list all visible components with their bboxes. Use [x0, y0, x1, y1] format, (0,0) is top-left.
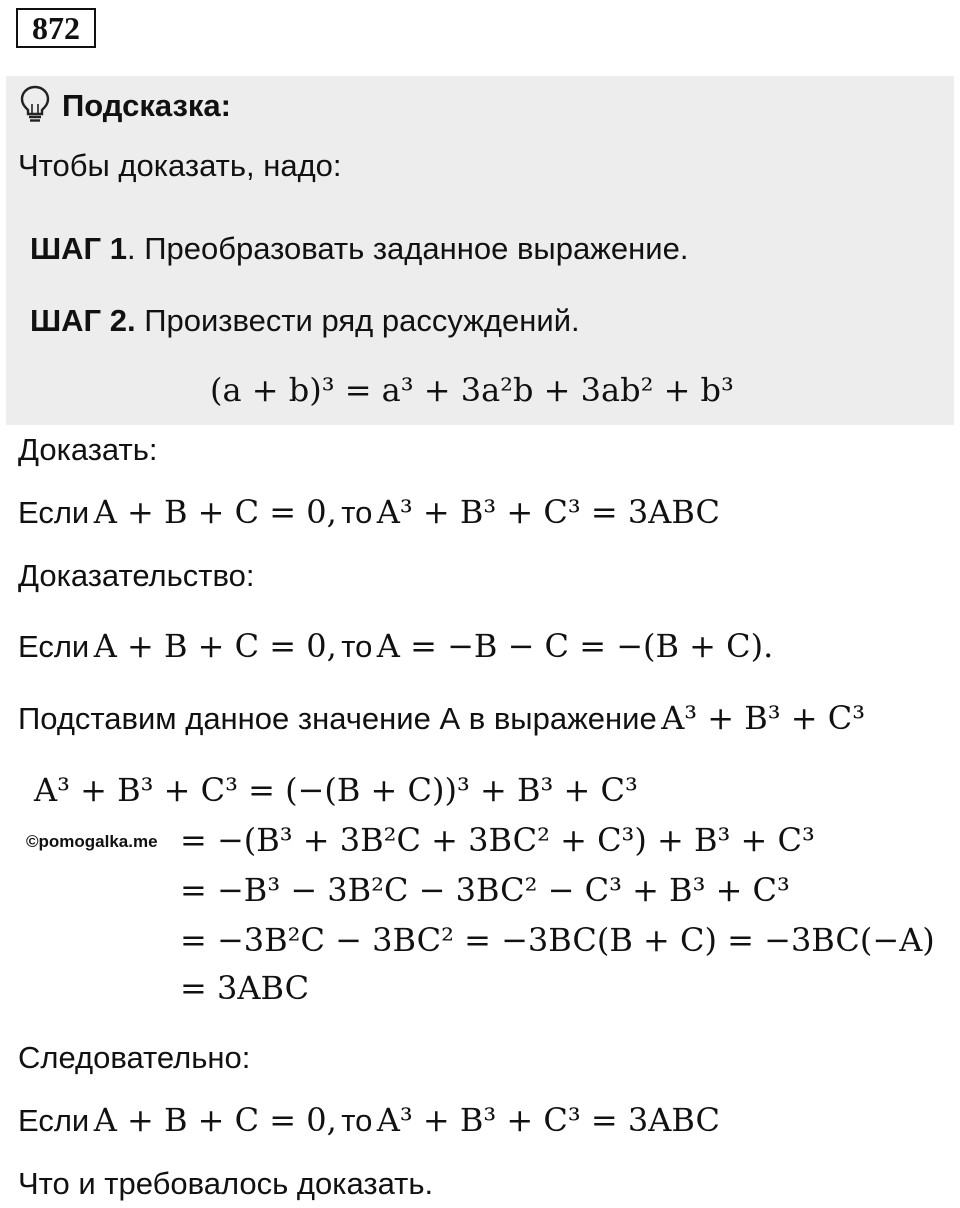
proof-condition: A + B + C = 0,: [93, 627, 337, 665]
step-1-text: . Преобразовать заданное выражение.: [126, 231, 689, 266]
problem-number: 872: [16, 8, 96, 48]
statement-conclusion: A³ + B³ + C³ = 3ABC: [376, 493, 720, 531]
hint-title: Подсказка:: [62, 88, 231, 123]
derivation-line-2: = −(B³ + 3B²C + 3BC² + C³) + B³ + C³: [180, 821, 815, 859]
derivation-line-3: = −B³ − 3B²C − 3BC² − C³ + B³ + C³: [180, 871, 790, 909]
derivation-line-1: A³ + B³ + C³ = (−(B + C))³ + B³ + C³: [34, 771, 638, 809]
derivation-line-4: = −3B²C − 3BC² = −3BC(B + C) = −3BC(−A): [180, 921, 935, 959]
proof-result: A = −B − C = −(B + C).: [376, 627, 774, 665]
hint-formula: (a + b)³ = a³ + 3a²b + 3ab² + b³: [210, 371, 734, 409]
statement-if: Если: [18, 495, 90, 530]
therefore-label: Следовательно:: [18, 1040, 251, 1075]
hint-intro: Чтобы доказать, надо:: [18, 148, 342, 183]
proof-line-1: [18, 626, 773, 666]
final-if: Если: [18, 1103, 90, 1138]
step-2-text: Произвести ряд рассуждений.: [135, 303, 580, 338]
statement-then: то: [341, 495, 373, 530]
hint-step-2: [30, 303, 580, 339]
hint-step-1: [30, 231, 688, 267]
step-1-label: ШАГ 1: [30, 231, 127, 266]
prove-label: Доказать:: [18, 432, 158, 467]
final-then: то: [341, 1103, 373, 1138]
substitute-expr: A³ + B³ + C³: [661, 699, 866, 737]
step-2-label: ШАГ 2.: [30, 303, 136, 338]
watermark: ©pomogalka.me: [26, 832, 158, 851]
qed-text: Что и требовалось доказать.: [18, 1166, 434, 1201]
final-conclusion: A³ + B³ + C³ = 3ABC: [376, 1101, 720, 1139]
substitute-line: [18, 698, 865, 738]
final-condition: A + B + C = 0,: [93, 1101, 337, 1139]
proof-label: Доказательство:: [18, 558, 255, 593]
lightbulb-icon: [18, 84, 52, 124]
final-statement-line: [18, 1100, 720, 1140]
substitute-text: Подставим данное значение А в выражение: [18, 701, 657, 736]
statement-line: [18, 492, 720, 532]
derivation-line-5: = 3ABC: [180, 969, 310, 1007]
proof-if: Если: [18, 629, 90, 664]
proof-then: то: [341, 629, 373, 664]
statement-condition: A + B + C = 0,: [93, 493, 337, 531]
